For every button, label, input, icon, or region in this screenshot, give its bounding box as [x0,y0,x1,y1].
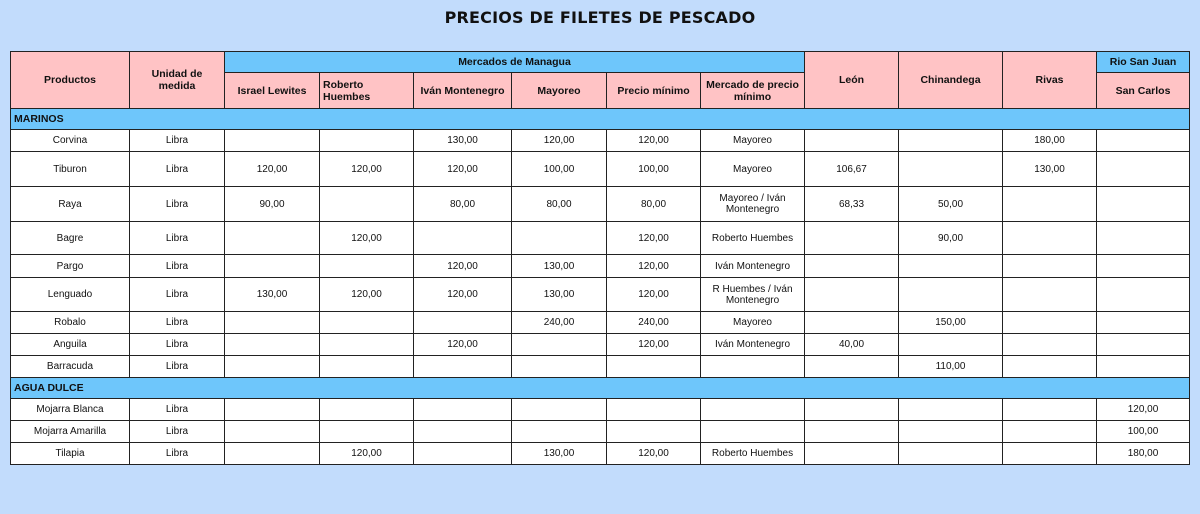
cell-chinandega [899,334,1003,356]
cell-leon: 40,00 [805,334,899,356]
cell-israel [225,312,320,334]
cell-producto: Tilapia [11,443,130,465]
header-israel: Israel Lewites [225,73,320,109]
cell-mercado-precio-minimo: Roberto Huembes [701,222,805,255]
cell-chinandega [899,130,1003,152]
header-mercado-precio-minimo: Mercado de precio mínimo [701,73,805,109]
cell-leon [805,222,899,255]
cell-producto: Tiburon [11,152,130,187]
cell-precio-minimo: 120,00 [607,130,701,152]
cell-leon [805,399,899,421]
cell-chinandega [899,152,1003,187]
cell-ivan: 120,00 [414,152,512,187]
cell-san-carlos [1097,255,1190,278]
cell-roberto [320,356,414,378]
cell-chinandega [899,443,1003,465]
cell-producto: Barracuda [11,356,130,378]
cell-producto: Corvina [11,130,130,152]
cell-unidad: Libra [130,399,225,421]
cell-san-carlos [1097,278,1190,312]
table-row [11,255,1190,278]
cell-rivas [1003,443,1097,465]
cell-roberto [320,255,414,278]
table-row [11,443,1190,465]
cell-mayoreo: 130,00 [512,443,607,465]
cell-unidad: Libra [130,222,225,255]
cell-chinandega [899,421,1003,443]
cell-ivan: 120,00 [414,255,512,278]
cell-ivan: 80,00 [414,187,512,222]
cell-mayoreo: 120,00 [512,130,607,152]
cell-mayoreo: 130,00 [512,255,607,278]
cell-leon [805,356,899,378]
cell-israel [225,255,320,278]
section-header-row [11,378,1190,399]
table-row [11,334,1190,356]
cell-israel [225,443,320,465]
cell-san-carlos [1097,152,1190,187]
cell-ivan: 120,00 [414,334,512,356]
cell-mayoreo [512,356,607,378]
cell-israel [225,421,320,443]
header-san-carlos: San Carlos [1097,73,1190,109]
cell-san-carlos: 100,00 [1097,421,1190,443]
section-label: MARINOS [11,109,1190,130]
cell-roberto [320,130,414,152]
cell-producto: Robalo [11,312,130,334]
cell-ivan: 120,00 [414,278,512,312]
cell-israel [225,399,320,421]
cell-israel: 130,00 [225,278,320,312]
cell-rivas: 130,00 [1003,152,1097,187]
cell-ivan [414,421,512,443]
cell-mercado-precio-minimo: Mayoreo / Iván Montenegro [701,187,805,222]
page-title: PRECIOS DE FILETES DE PESCADO [444,8,756,27]
cell-roberto [320,334,414,356]
cell-mayoreo [512,399,607,421]
cell-mayoreo: 240,00 [512,312,607,334]
cell-mercado-precio-minimo: Iván Montenegro [701,255,805,278]
cell-mayoreo [512,222,607,255]
cell-producto: Raya [11,187,130,222]
cell-israel [225,334,320,356]
cell-chinandega [899,255,1003,278]
cell-roberto [320,421,414,443]
cell-israel [225,130,320,152]
cell-mercado-precio-minimo: Mayoreo [701,312,805,334]
cell-israel: 90,00 [225,187,320,222]
cell-producto: Bagre [11,222,130,255]
cell-ivan [414,356,512,378]
cell-precio-minimo: 100,00 [607,152,701,187]
cell-precio-minimo [607,421,701,443]
cell-rivas [1003,334,1097,356]
cell-mercado-precio-minimo: Mayoreo [701,130,805,152]
cell-producto: Mojarra Blanca [11,399,130,421]
cell-roberto [320,312,414,334]
cell-mayoreo [512,421,607,443]
cell-roberto: 120,00 [320,222,414,255]
header-roberto: Roberto Huembes [320,73,414,109]
cell-chinandega: 110,00 [899,356,1003,378]
cell-israel [225,222,320,255]
table-row [11,278,1190,312]
table-row [11,152,1190,187]
cell-unidad: Libra [130,278,225,312]
cell-ivan [414,222,512,255]
cell-unidad: Libra [130,130,225,152]
header-managua-group: Mercados de Managua [225,52,805,73]
header-rio-san-juan: Rio San Juan [1097,52,1190,73]
header-precio-minimo: Precio mínimo [607,73,701,109]
cell-precio-minimo: 120,00 [607,222,701,255]
cell-rivas [1003,255,1097,278]
section-header-row [11,109,1190,130]
table-row [11,312,1190,334]
cell-mercado-precio-minimo [701,421,805,443]
cell-ivan [414,312,512,334]
header-mayoreo: Mayoreo [512,73,607,109]
cell-producto: Anguila [11,334,130,356]
cell-rivas [1003,421,1097,443]
cell-precio-minimo [607,356,701,378]
cell-leon: 106,67 [805,152,899,187]
cell-precio-minimo: 120,00 [607,278,701,312]
cell-precio-minimo: 80,00 [607,187,701,222]
cell-mercado-precio-minimo [701,356,805,378]
cell-rivas [1003,312,1097,334]
cell-unidad: Libra [130,356,225,378]
cell-mayoreo: 80,00 [512,187,607,222]
header-rivas: Rivas [1003,52,1097,109]
cell-mayoreo: 100,00 [512,152,607,187]
cell-roberto: 120,00 [320,278,414,312]
cell-unidad: Libra [130,187,225,222]
cell-rivas: 180,00 [1003,130,1097,152]
cell-israel: 120,00 [225,152,320,187]
cell-san-carlos: 120,00 [1097,399,1190,421]
cell-leon [805,278,899,312]
cell-chinandega: 90,00 [899,222,1003,255]
cell-unidad: Libra [130,334,225,356]
cell-leon [805,421,899,443]
cell-san-carlos [1097,222,1190,255]
cell-roberto: 120,00 [320,443,414,465]
cell-mayoreo: 130,00 [512,278,607,312]
header-productos: Productos [11,52,130,109]
cell-precio-minimo: 120,00 [607,255,701,278]
cell-mercado-precio-minimo: Mayoreo [701,152,805,187]
cell-ivan: 130,00 [414,130,512,152]
cell-mercado-precio-minimo: R Huembes / Iván Montenegro [701,278,805,312]
cell-ivan [414,443,512,465]
cell-roberto [320,187,414,222]
cell-precio-minimo: 120,00 [607,443,701,465]
cell-san-carlos [1097,312,1190,334]
cell-chinandega: 150,00 [899,312,1003,334]
cell-san-carlos [1097,356,1190,378]
table-row [11,222,1190,255]
cell-precio-minimo: 240,00 [607,312,701,334]
cell-roberto: 120,00 [320,152,414,187]
cell-leon [805,443,899,465]
cell-rivas [1003,278,1097,312]
cell-israel [225,356,320,378]
cell-leon [805,312,899,334]
table-body [11,109,1190,465]
table-row [11,399,1190,421]
cell-chinandega: 50,00 [899,187,1003,222]
cell-mercado-precio-minimo: Roberto Huembes [701,443,805,465]
cell-producto: Mojarra Amarilla [11,421,130,443]
cell-rivas [1003,399,1097,421]
cell-chinandega [899,278,1003,312]
cell-mayoreo [512,334,607,356]
cell-unidad: Libra [130,255,225,278]
header-unidad: Unidad de medida [130,52,225,109]
cell-unidad: Libra [130,443,225,465]
cell-rivas [1003,356,1097,378]
cell-san-carlos [1097,187,1190,222]
cell-producto: Pargo [11,255,130,278]
cell-unidad: Libra [130,421,225,443]
header-chinandega: Chinandega [899,52,1003,109]
cell-mercado-precio-minimo [701,399,805,421]
cell-leon [805,130,899,152]
cell-chinandega [899,399,1003,421]
cell-precio-minimo [607,399,701,421]
cell-roberto [320,399,414,421]
prices-table [10,51,1190,465]
cell-precio-minimo: 120,00 [607,334,701,356]
table-row [11,187,1190,222]
cell-rivas [1003,187,1097,222]
header-leon: León [805,52,899,109]
table-row [11,421,1190,443]
cell-san-carlos [1097,130,1190,152]
cell-san-carlos: 180,00 [1097,443,1190,465]
cell-san-carlos [1097,334,1190,356]
cell-leon [805,255,899,278]
cell-leon: 68,33 [805,187,899,222]
header-ivan: Iván Montenegro [414,73,512,109]
section-label: AGUA DULCE [11,378,1190,399]
cell-rivas [1003,222,1097,255]
cell-mercado-precio-minimo: Iván Montenegro [701,334,805,356]
table-row [11,356,1190,378]
table-row [11,130,1190,152]
cell-unidad: Libra [130,152,225,187]
cell-unidad: Libra [130,312,225,334]
cell-ivan [414,399,512,421]
cell-producto: Lenguado [11,278,130,312]
